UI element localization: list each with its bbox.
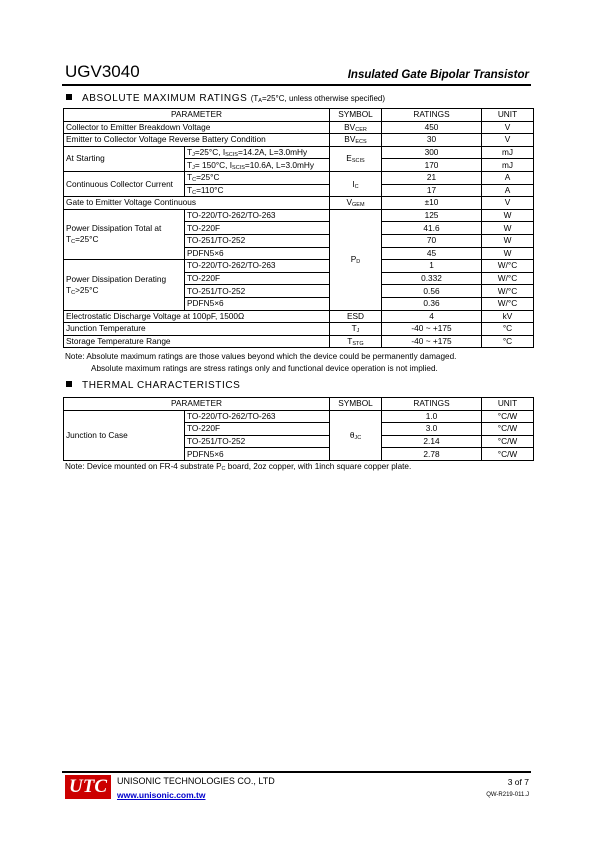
table-row xyxy=(64,410,534,423)
page-number: 3 of 7 xyxy=(507,777,529,787)
package-cell: PDFN5×6 xyxy=(185,247,330,260)
unit-cell: W xyxy=(482,222,534,235)
param-cell: At Starting xyxy=(64,146,185,171)
param-cell: Junction to Case xyxy=(64,410,185,460)
header-parameter: PARAMETER xyxy=(64,109,330,122)
package-cell: TO-220/TO-262/TO-263 xyxy=(185,260,330,273)
document-title: Insulated Gate Bipolar Transistor xyxy=(347,69,529,81)
abs-max-condition: ($T_A=25^\circ C$, unless otherwise specified) xyxy=(250,94,386,104)
rating-cell: 300 xyxy=(382,146,482,159)
rating-cell: -40 ~ +175 xyxy=(382,335,482,348)
bullet-square-icon xyxy=(66,381,72,387)
param-cell: Junction Temperature xyxy=(64,323,330,336)
table-row xyxy=(64,121,534,134)
rating-cell: 450 xyxy=(382,121,482,134)
rating-cell: 2.78 xyxy=(382,448,482,461)
header-unit: UNIT xyxy=(482,398,534,411)
rating-cell: 21 xyxy=(382,171,482,184)
header-rule xyxy=(62,84,531,86)
package-cell: TO-220F xyxy=(185,272,330,285)
abs-max-note xyxy=(65,351,530,375)
rating-cell: 0.56 xyxy=(382,285,482,298)
thermal-note: Note: Device mounted on FR-4 substrate $P_C$ board, 2oz copper, with 1inch square copper plate. xyxy=(65,462,412,472)
note-line: Note: Absolute maximum ratings are those values beyond which the device could be permanently damaged. xyxy=(65,352,457,361)
symbol-cell: $P_D$ xyxy=(330,209,382,310)
package-cell: TO-220F xyxy=(185,423,330,436)
thermal-title: THERMAL CHARACTERISTICS xyxy=(82,380,241,391)
bullet-square-icon xyxy=(66,94,72,100)
unit-cell: V xyxy=(482,197,534,210)
unit-cell: °C/W xyxy=(482,448,534,461)
rating-cell: 17 xyxy=(382,184,482,197)
symbol-cell: $V_{GEM}$ xyxy=(330,197,382,210)
param-cell: Continuous Collector Current xyxy=(64,171,185,196)
rating-cell: 70 xyxy=(382,234,482,247)
unit-cell: kV xyxy=(482,310,534,323)
rating-cell: ±10 xyxy=(382,197,482,210)
unit-cell: W/°C xyxy=(482,285,534,298)
footer-rule xyxy=(62,771,531,773)
table-row xyxy=(64,323,534,336)
rating-cell: 1 xyxy=(382,260,482,273)
symbol-cell: $BV_{CER}$ xyxy=(330,121,382,134)
symbol-cell: $I_C$ xyxy=(330,171,382,196)
unit-cell: W xyxy=(482,209,534,222)
unit-cell: V xyxy=(482,121,534,134)
package-cell: TO-220/TO-262/TO-263 xyxy=(185,209,330,222)
rating-cell: 170 xyxy=(382,159,482,172)
table-header-row xyxy=(64,109,534,122)
unit-cell: W/°C xyxy=(482,297,534,310)
table-row xyxy=(64,310,534,323)
rating-cell: 0.332 xyxy=(382,272,482,285)
rating-cell: 125 xyxy=(382,209,482,222)
abs-max-title: ABSOLUTE MAXIMUM RATINGS xyxy=(82,93,248,104)
header-symbol: SYMBOL xyxy=(330,398,382,411)
condition-cell: $T_C=25^\circ C$ xyxy=(185,171,330,184)
table-row xyxy=(64,146,534,159)
header-unit: UNIT xyxy=(482,109,534,122)
rating-cell: 3.0 xyxy=(382,423,482,436)
thermal-section-heading xyxy=(66,380,240,391)
symbol-cell: ESD xyxy=(330,310,382,323)
rating-cell: 0.36 xyxy=(382,297,482,310)
abs-max-section-heading xyxy=(66,93,385,104)
unit-cell: W xyxy=(482,247,534,260)
table-row xyxy=(64,335,534,348)
unit-cell: °C/W xyxy=(482,410,534,423)
unit-cell: mJ xyxy=(482,146,534,159)
part-number: UGV3040 xyxy=(65,62,140,81)
param-cell: Electrostatic Discharge Voltage at 100pF, 1500Ω xyxy=(64,310,330,323)
package-cell: TO-251/TO-252 xyxy=(185,285,330,298)
unit-cell: V xyxy=(482,134,534,147)
unit-cell: °C/W xyxy=(482,423,534,436)
unit-cell: °C xyxy=(482,335,534,348)
header-symbol: SYMBOL xyxy=(330,109,382,122)
package-cell: PDFN5×6 xyxy=(185,297,330,310)
rating-cell: 30 xyxy=(382,134,482,147)
param-cell: Storage Temperature Range xyxy=(64,335,330,348)
document-number: QW-R219-011.J xyxy=(486,792,529,798)
table-row xyxy=(64,171,534,184)
package-cell: TO-251/TO-252 xyxy=(185,435,330,448)
table-row xyxy=(64,209,534,222)
unit-cell: mJ xyxy=(482,159,534,172)
unit-cell: A xyxy=(482,171,534,184)
rating-cell: 2.14 xyxy=(382,435,482,448)
param-cell: Gate to Emitter Voltage Continuous xyxy=(64,197,330,210)
unit-cell: °C/W xyxy=(482,435,534,448)
unit-cell: W/°C xyxy=(482,272,534,285)
thermal-table xyxy=(63,397,534,461)
unit-cell: W/°C xyxy=(482,260,534,273)
table-header-row xyxy=(64,398,534,411)
abs-max-table xyxy=(63,108,534,348)
param-cell: Collector to Emitter Breakdown Voltage xyxy=(64,121,330,134)
symbol-cell: $BV_{ECS}$ xyxy=(330,134,382,147)
company-name: UNISONIC TECHNOLOGIES CO., LTD xyxy=(117,776,275,786)
package-cell: TO-251/TO-252 xyxy=(185,234,330,247)
rating-cell: -40 ~ +175 xyxy=(382,323,482,336)
header-ratings: RATINGS xyxy=(382,398,482,411)
condition-cell: $T_J= 150^\circ C$, $I_{SCIS}=10.6A$, L=3.0mHy xyxy=(185,159,330,172)
utc-logo: UTC xyxy=(65,775,111,799)
table-row xyxy=(64,134,534,147)
symbol-cell: $E_{SCIS}$ xyxy=(330,146,382,171)
unit-cell: A xyxy=(482,184,534,197)
param-cell: Emitter to Collector Voltage Reverse Battery Condition xyxy=(64,134,330,147)
param-cell: Power Dissipation Total at $T_C=25^\circ C$ xyxy=(64,209,185,259)
table-row xyxy=(64,197,534,210)
unit-cell: W xyxy=(482,234,534,247)
unit-cell: °C xyxy=(482,323,534,336)
condition-cell: $T_C=110^\circ C$ xyxy=(185,184,330,197)
package-cell: PDFN5×6 xyxy=(185,448,330,461)
symbol-cell: $T_J$ xyxy=(330,323,382,336)
rating-cell: 45 xyxy=(382,247,482,260)
header-ratings: RATINGS xyxy=(382,109,482,122)
note-line: Absolute maximum ratings are stress ratings only and functional device operation is not implied. xyxy=(91,364,438,373)
package-cell: TO-220F xyxy=(185,222,330,235)
website-link[interactable]: www.unisonic.com.tw xyxy=(117,790,206,800)
package-cell: TO-220/TO-262/TO-263 xyxy=(185,410,330,423)
table-row xyxy=(64,260,534,273)
param-cell: Power Dissipation Derating $T_C>25^\circ C$ xyxy=(64,260,185,310)
header-parameter: PARAMETER xyxy=(64,398,330,411)
symbol-cell: $T_{STG}$ xyxy=(330,335,382,348)
rating-cell: 4 xyxy=(382,310,482,323)
condition-cell: $T_J=25^\circ C$, $I_{SCIS}=14.2A$, L=3.0mHy xyxy=(185,146,330,159)
rating-cell: 41.6 xyxy=(382,222,482,235)
symbol-cell: $\theta_{JC}$ xyxy=(330,410,382,460)
rating-cell: 1.0 xyxy=(382,410,482,423)
